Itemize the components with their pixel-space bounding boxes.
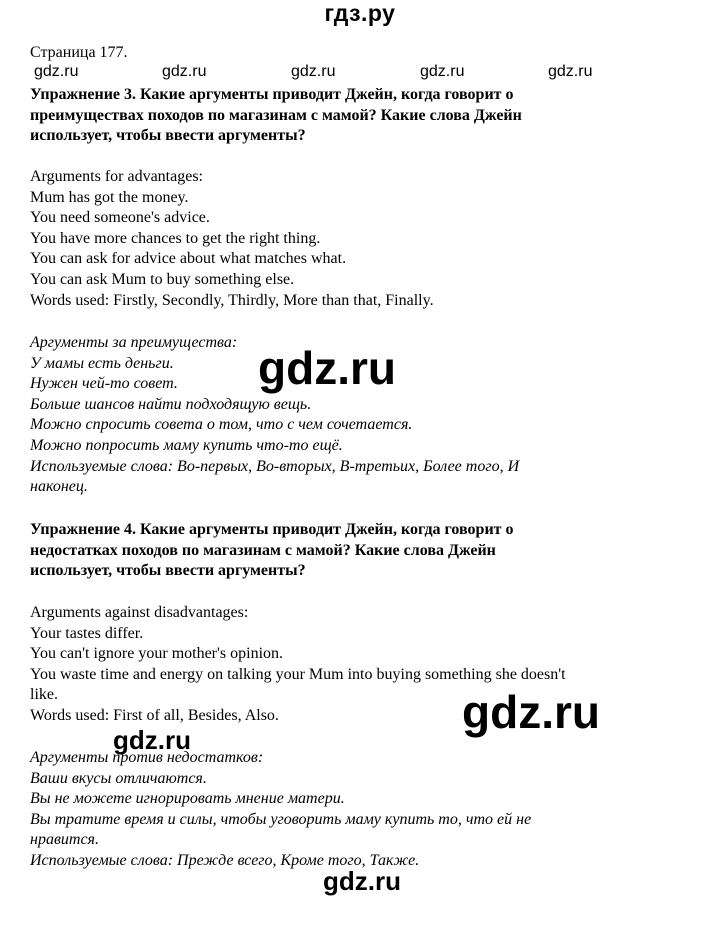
answer-line: You can ask for advice about what matches what.	[30, 250, 347, 268]
answer-line: Arguments against disadvantages:	[30, 604, 249, 621]
exercise-4-russian-translation	[30, 748, 670, 872]
watermark-large: gdz.ru	[258, 342, 396, 394]
translation-line: У мамы есть деньги.	[30, 354, 174, 372]
page-number: Страница 177.	[30, 44, 128, 61]
answer-line: You have more chances to get the right thing.	[30, 229, 321, 247]
translation-line: Используемые слова: Прежде всего, Кроме того, Также.	[30, 851, 420, 869]
watermark-large: gdz.ru	[462, 686, 600, 738]
translation-line: Аргументы за преимущества:	[30, 334, 238, 351]
watermark-medium: gdz.ru	[113, 725, 191, 755]
translation-line: Вы тратите время и силы, чтобы уговорить маму купить то, что ей не	[30, 810, 532, 828]
exercise-3-heading	[30, 85, 670, 147]
translation-line: Ваши вкусы отличаются.	[30, 769, 207, 787]
heading-line: Упражнение 3. Какие аргументы приводит Джейн, когда говорит о	[30, 86, 514, 103]
watermark-small: gdz.ru	[548, 63, 593, 80]
watermark-footer: gdz.ru	[323, 866, 401, 896]
heading-line: использует, чтобы ввести аргументы?	[30, 562, 306, 580]
heading-line: Упражнение 4. Какие аргументы приводит Джейн, когда говорит о	[30, 521, 514, 538]
watermark-small: gdz.ru	[162, 63, 207, 80]
heading-line: преимуществах походов по магазинам с мамой? Какие слова Джейн	[30, 106, 522, 124]
answer-line: Mum has got the money.	[30, 188, 189, 206]
translation-line: Больше шансов найти подходящую вещь.	[30, 395, 312, 413]
watermark-small: gdz.ru	[291, 63, 336, 80]
site-header: гдз.ру	[324, 0, 396, 26]
answer-line: like.	[30, 686, 58, 704]
translation-line: Вы не можете игнорировать мнение матери.	[30, 790, 345, 808]
answer-line: You can ask Mum to buy something else.	[30, 270, 295, 288]
answer-line: You need someone's advice.	[30, 209, 210, 227]
translation-line: Можно спросить совета о том, что с чем сочетается.	[30, 416, 413, 434]
translation-line: Нужен чей-то совет.	[30, 375, 178, 393]
translation-line: Можно попросить маму купить что-то ещё.	[30, 436, 343, 454]
exercise-4-heading	[30, 520, 670, 582]
translation-line: нравится.	[30, 831, 99, 849]
heading-line: недостатках походов по магазинам с мамой? Какие слова Джейн	[30, 541, 496, 559]
watermark-small: gdz.ru	[34, 63, 79, 80]
answer-line: Your tastes differ.	[30, 624, 144, 642]
answer-line: Words used: Firstly, Secondly, Thirdly, More than that, Finally.	[30, 291, 434, 309]
answer-line: You waste time and energy on talking your Mum into buying something she doesn't	[30, 665, 566, 683]
exercise-3-english-answer	[30, 167, 670, 311]
translation-line: Используемые слова: Во-первых, Во-вторых, В-третьих, Более того, И	[30, 457, 520, 475]
answer-line: Words used: First of all, Besides, Also.	[30, 706, 279, 724]
heading-line: использует, чтобы ввести аргументы?	[30, 127, 306, 145]
translation-line: Аргументы против недостатков:	[30, 749, 264, 766]
watermark-small: gdz.ru	[420, 63, 465, 80]
answer-line: You can't ignore your mother's opinion.	[30, 645, 284, 663]
translation-line: наконец.	[30, 478, 88, 496]
answer-line: Arguments for advantages:	[30, 168, 203, 185]
